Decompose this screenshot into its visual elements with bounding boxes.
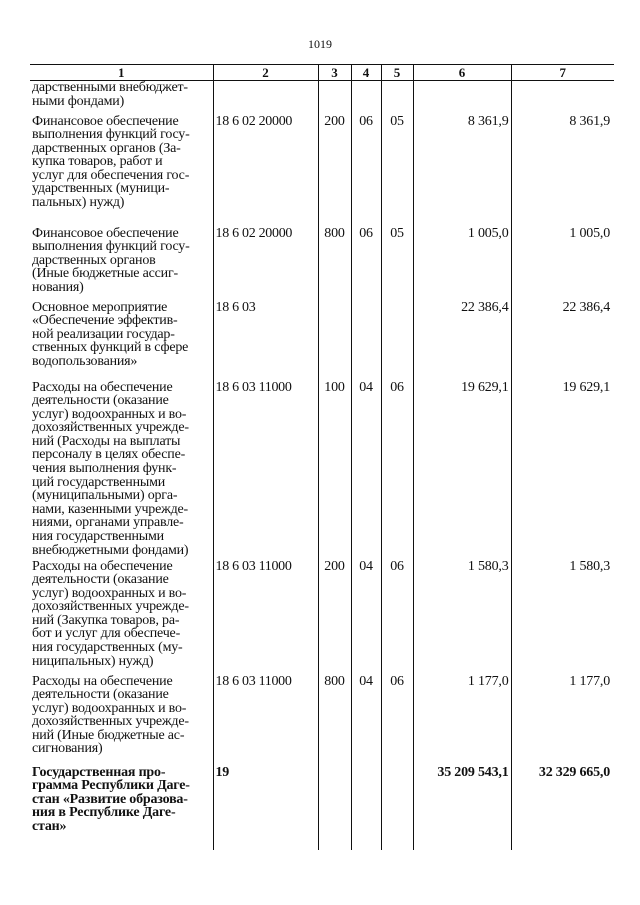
col-header-3: 3 <box>318 65 351 81</box>
description-line: ния в Республике Даге- <box>32 805 176 821</box>
description-line: ния государственных (му- <box>32 640 183 656</box>
description-line: дарственных органов (За- <box>32 140 181 156</box>
description-line: Расходы на обеспечение <box>32 558 173 574</box>
cell-target-code: 18 6 03 <box>213 301 318 381</box>
description-line: чения выполнения функ- <box>32 461 177 477</box>
description-line: выполнения функций госу- <box>32 239 190 255</box>
description-line: услуг) водоохранных и во- <box>32 700 187 716</box>
description-line: услуг для обеспечения гос- <box>32 167 190 183</box>
cell-expense-type: 200 <box>318 560 351 675</box>
table-row <box>30 301 614 381</box>
description-line: деятельности (оказание <box>32 687 169 703</box>
cell-target-code: 18 6 03 11000 <box>213 381 318 560</box>
cell-description <box>30 301 213 381</box>
cell-description <box>30 81 213 115</box>
description-line: нами, казенными учрежде- <box>32 501 188 517</box>
cell-expense-type <box>318 766 351 850</box>
cell-description <box>30 675 213 766</box>
description-line: стан» <box>32 818 67 834</box>
table-row <box>30 381 614 560</box>
table-row <box>30 766 614 850</box>
budget-table <box>30 64 614 850</box>
cell-amount-col7 <box>511 81 614 115</box>
cell-target-code: 19 <box>213 766 318 850</box>
description-line: дохозяйственных учрежде- <box>32 420 189 436</box>
cell-target-code: 18 6 03 11000 <box>213 560 318 675</box>
description-line: Основное мероприятие <box>32 299 168 315</box>
col-header-2: 2 <box>213 65 318 81</box>
description-line: услуг) водоохранных и во- <box>32 585 187 601</box>
cell-amount-col7: 8 361,9 <box>511 115 614 227</box>
page-number: 1019 <box>308 37 332 51</box>
col-header-7: 7 <box>511 65 614 81</box>
cell-expense-type <box>318 81 351 115</box>
table-row <box>30 115 614 227</box>
description-line: ний (Расходы на выплаты <box>32 433 181 449</box>
cell-amount-col6: 1 580,3 <box>413 560 511 675</box>
description-line: Финансовое обеспечение <box>32 225 179 241</box>
cell-expense-type: 800 <box>318 227 351 301</box>
cell-amount-col6: 1 177,0 <box>413 675 511 766</box>
description-line: дохозяйственных учрежде- <box>32 714 189 730</box>
description-line: выполнения функций госу- <box>32 127 190 143</box>
col-header-1: 1 <box>30 65 213 81</box>
cell-amount-col6: 19 629,1 <box>413 381 511 560</box>
description-line: «Обеспечение эффектив- <box>32 313 178 329</box>
cell-amount-col7: 32 329 665,0 <box>511 766 614 850</box>
cell-description <box>30 115 213 227</box>
table-row <box>30 560 614 675</box>
table-row <box>30 227 614 301</box>
description-line: ственных функций в сфере <box>32 340 189 356</box>
description-line: грамма Республики Даге- <box>32 778 190 794</box>
cell-amount-col7: 22 386,4 <box>511 301 614 381</box>
cell-description <box>30 381 213 560</box>
description-line: купка товаров, работ и <box>32 154 163 170</box>
description-line: ниями, органами управле- <box>32 515 184 531</box>
cell-section: 06 <box>351 115 381 227</box>
cell-expense-type: 100 <box>318 381 351 560</box>
description-line: внебюджетными фондами) <box>32 542 189 558</box>
description-line: Расходы на обеспечение <box>32 379 173 395</box>
cell-subsection: 06 <box>381 560 413 675</box>
description-line: дарственных органов <box>32 252 156 268</box>
cell-amount-col6: 1 005,0 <box>413 227 511 301</box>
cell-amount-col6: 22 386,4 <box>413 301 511 381</box>
col-header-4: 4 <box>351 65 381 81</box>
description-line: ций государственными <box>32 474 166 490</box>
description-line: бот и услуг для обеспече- <box>32 626 181 642</box>
description-line: ния государственными <box>32 529 164 545</box>
cell-amount-col6: 35 209 543,1 <box>413 766 511 850</box>
cell-amount-col7: 1 177,0 <box>511 675 614 766</box>
cell-amount-col6 <box>413 81 511 115</box>
cell-section <box>351 766 381 850</box>
cell-target-code: 18 6 02 20000 <box>213 115 318 227</box>
description-line: (муниципальными) орга- <box>32 488 178 504</box>
description-line: ний (Закупка товаров, ра- <box>32 612 180 628</box>
description-line: персоналу в целях обеспе- <box>32 447 186 463</box>
description-line: Финансовое обеспечение <box>32 113 179 129</box>
description-line: деятельности (оказание <box>32 393 169 409</box>
description-line: дарственными внебюджет- <box>32 80 188 95</box>
description-line: дохозяйственных учрежде- <box>32 599 189 615</box>
cell-section: 04 <box>351 560 381 675</box>
description-line: Государственная про- <box>32 764 166 780</box>
cell-expense-type: 200 <box>318 115 351 227</box>
cell-description <box>30 766 213 850</box>
description-line: ударственных (муници- <box>32 181 170 197</box>
cell-section <box>351 81 381 115</box>
description-line: пальных) нужд) <box>32 195 125 211</box>
description-line: ными фондами) <box>32 93 125 109</box>
cell-target-code <box>213 81 318 115</box>
cell-subsection <box>381 766 413 850</box>
cell-subsection: 06 <box>381 675 413 766</box>
cell-target-code: 18 6 02 20000 <box>213 227 318 301</box>
col-header-5: 5 <box>381 65 413 81</box>
cell-target-code: 18 6 03 11000 <box>213 675 318 766</box>
description-line: (Иные бюджетные ассиг- <box>32 266 178 282</box>
cell-section: 04 <box>351 675 381 766</box>
description-line: ной реализации государ- <box>32 326 175 342</box>
cell-section: 06 <box>351 227 381 301</box>
description-line: стан «Развитие образова- <box>32 791 188 807</box>
description-line: нования) <box>32 279 84 295</box>
cell-description <box>30 227 213 301</box>
table-header-row <box>30 65 614 81</box>
description-line: ниципальных) нужд) <box>32 653 154 669</box>
cell-amount-col7: 1 005,0 <box>511 227 614 301</box>
cell-subsection: 06 <box>381 381 413 560</box>
description-line: услуг) водоохранных и во- <box>32 406 187 422</box>
description-line: Расходы на обеспечение <box>32 673 173 689</box>
cell-expense-type <box>318 301 351 381</box>
cell-section <box>351 301 381 381</box>
budget-table-container <box>30 64 614 850</box>
cell-subsection: 05 <box>381 115 413 227</box>
cell-amount-col6: 8 361,9 <box>413 115 511 227</box>
table-row <box>30 675 614 766</box>
cell-subsection <box>381 301 413 381</box>
cell-amount-col7: 1 580,3 <box>511 560 614 675</box>
description-line: сигнования) <box>32 741 103 757</box>
description-line: ний (Иные бюджетные ас- <box>32 727 185 743</box>
description-line: деятельности (оказание <box>32 572 169 588</box>
cell-subsection <box>381 81 413 115</box>
cell-amount-col7: 19 629,1 <box>511 381 614 560</box>
cell-section: 04 <box>351 381 381 560</box>
col-header-6: 6 <box>413 65 511 81</box>
description-line: водопользования» <box>32 353 138 369</box>
table-row <box>30 81 614 115</box>
cell-description <box>30 560 213 675</box>
cell-subsection: 05 <box>381 227 413 301</box>
table-body <box>30 81 614 850</box>
cell-expense-type: 800 <box>318 675 351 766</box>
